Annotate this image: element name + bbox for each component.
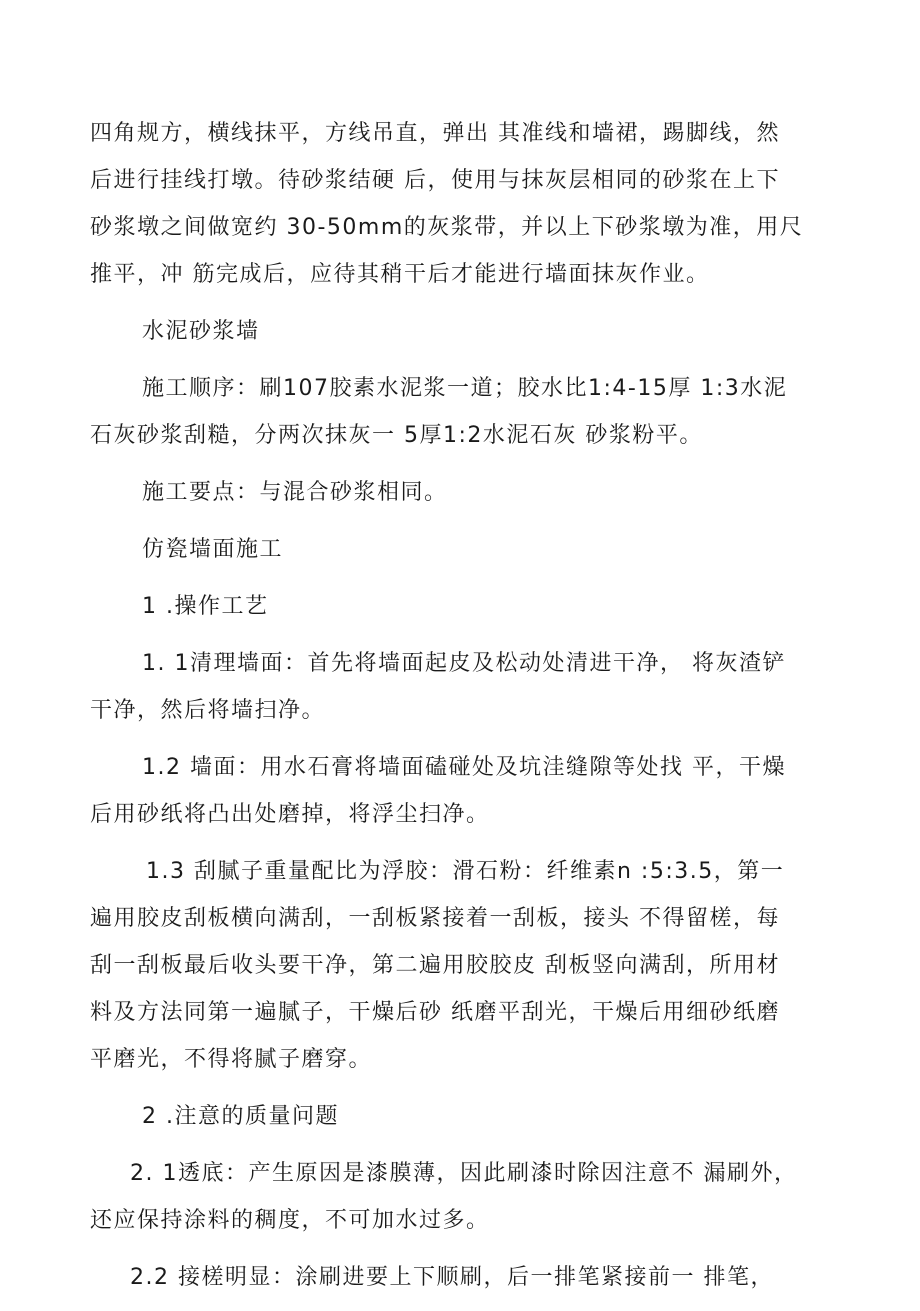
text-line: 石灰砂浆刮糙，分两次抹灰一 5厚1:2水泥石灰 砂浆粉平。	[90, 423, 703, 448]
text-line: 砂浆墩之间做宽约 30-50mm的灰浆带，并以上下砂浆墩为准，用尺	[90, 215, 804, 240]
paragraph-clean-wall	[90, 640, 832, 734]
section-heading-cement-mortar-wall	[90, 308, 832, 355]
text-line: 1. 1清理墙面：首先将墙面起皮及松动处清进干净， 将灰渣铲	[142, 651, 786, 676]
text-line: 1 .操作工艺	[142, 594, 269, 619]
text-line: 施工顺序：刷107胶素水泥浆一道；胶水比1:4-15厚 1:3水泥	[142, 376, 788, 401]
section-heading-operation-process	[90, 583, 832, 630]
text-line: 仿瓷墙面施工	[142, 537, 284, 562]
text-line: 2.2 接槎明显：涂刷进要上下顺刷，后一排笔紧接前一 排笔，	[130, 1265, 774, 1290]
text-line: 1.3 刮腻子重量配比为浮胶：滑石粉：纤维素n :5:3.5，第一	[146, 859, 785, 884]
paragraph-visible-joints	[90, 1254, 832, 1301]
text-line: 2. 1透底：产生原因是漆膜薄，因此刷漆时除因注意不 漏刷外，	[130, 1161, 798, 1186]
text-line: 平磨光，不得将腻子磨穿。	[90, 1047, 373, 1072]
section-heading-quality-issues	[90, 1093, 832, 1140]
text-line: 水泥砂浆墙	[142, 319, 260, 344]
paragraph-wall-repair	[90, 744, 832, 838]
document-body	[90, 110, 832, 1311]
text-line: 2 .注意的质量问题	[142, 1104, 339, 1129]
text-line: 干净，然后将墙扫净。	[90, 698, 326, 723]
text-line: 刮一刮板最后收头要干净，第二遍用胶胶皮 刮板竖向满刮，所用材	[90, 953, 780, 978]
text-line: 料及方法同第一遍腻子，干燥后砂 纸磨平刮光，干燥后用细砂纸磨	[90, 1000, 780, 1025]
text-line: 遍用胶皮刮板横向满刮，一刮板紧接着一刮板，接头 不得留槎，每	[90, 906, 780, 931]
text-line: 还应保持涂料的稠度，不可加水过多。	[90, 1208, 490, 1233]
text-line: 后进行挂线打墩。待砂浆结硬 后，使用与抹灰层相同的砂浆在上下	[90, 168, 780, 193]
paragraph-construction-points	[90, 469, 832, 516]
paragraph-plastering-guide	[90, 110, 832, 298]
text-line: 施工要点：与混合砂浆相同。	[142, 480, 448, 505]
section-heading-porcelain-wall	[90, 526, 832, 573]
paragraph-putty-application	[90, 848, 832, 1083]
paragraph-show-through	[90, 1150, 832, 1244]
text-line: 四角规方，横线抹平，方线吊直，弹出 其准线和墙裙，踢脚线，然	[90, 121, 780, 146]
text-line: 1.2 墙面：用水石膏将墙面磕碰处及坑洼缝隙等处找 平，干燥	[142, 755, 786, 780]
paragraph-construction-sequence	[90, 365, 832, 459]
text-line: 推平，冲 筋完成后，应待其稍干后才能进行墙面抹灰作业。	[90, 262, 710, 287]
text-line: 后用砂纸将凸出处磨掉，将浮尘扫净。	[90, 802, 490, 827]
